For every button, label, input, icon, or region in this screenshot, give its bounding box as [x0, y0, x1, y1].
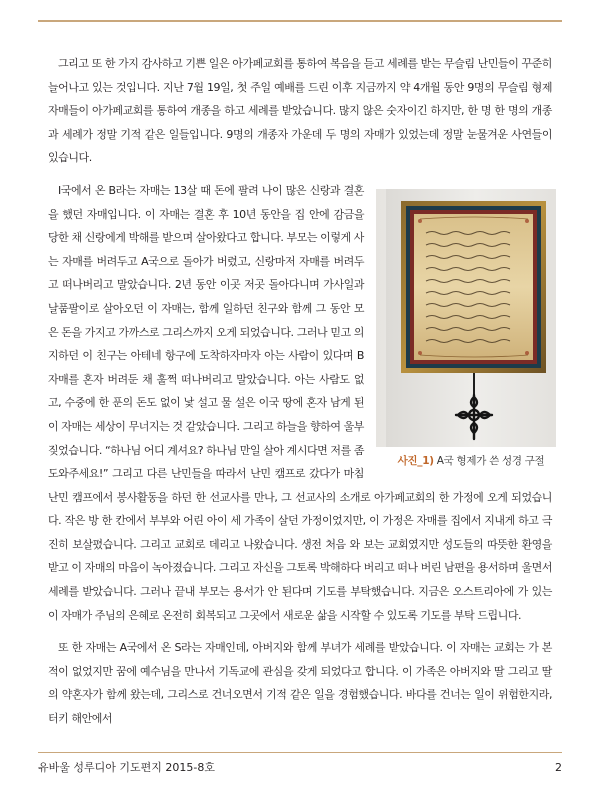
paragraph-1: 그리고 또 한 가지 감사하고 기쁜 일은 아가페교회를 통하여 복음을 듣고 세례를 받는 무슬림 난민들이 꾸준히 늘어나고 있는 것입니다. 지난 7월 19일, 첫 주일 예배를 드린 이후 지금까지 약 4개월 동안 9명의 무슬림 형제 자매들이 아가페교회를 통하여 개종을 하고 세례를 받았습니다. 많지 않은 숫자이긴 하지만, 한 명 한 명의 개종과 세례가 정말 기적 같은 일들입니다. 9명의 개종자 가운데 두 명의 자매가 있었는데 정말 눈물겨운 사연들이 있습니다. [48, 57, 552, 165]
framed-scripture-photo [376, 189, 556, 447]
top-rule [38, 20, 562, 22]
bottom-rule [38, 752, 562, 753]
footer-title: 유바울 성루디아 기도편지 2015-8호 [38, 761, 215, 774]
paragraph-2 [48, 179, 552, 627]
paragraph-3: 또 한 자매는 A국에서 온 S라는 자매인데, 아버지와 함께 부녀가 세례를 받았습니다. 이 자매는 교회는 가 본적이 없었지만 꿈에 예수님을 만나서 기독교에 관심을 갖게 되었다고 합니다. 이 가족은 아버지와 딸 그리고 딸의 약혼자가 함께 왔는데, 그리스로 건너오면서 기적 같은 일을 경험했습니다. 바다를 건너는 일이 위험한지라, 터키 해안에서 [48, 641, 552, 726]
figure-photo [376, 189, 556, 479]
page-footer [38, 760, 562, 776]
paragraph-2-text: I국에서 온 B라는 자매는 13살 때 돈에 팔려 나이 많은 신랑과 결혼을 했던 자매입니다. 이 자매는 결혼 후 10년 동안을 집 안에 감금을 당한 채 신랑에게 박해를 받으며 살아왔다고 합니다. 부모는 이렇게 사는 자매를 버려두고 A국으로 돌아가 버렸고, 신랑마저 자매를 버려두고 떠나버리고 말았습니다. 2년 동안 이곳 저곳 돌아다니며 가사일과 날품팔이로 살아오던 이 자매는, 함께 일하던 친구와 함께 그 동안 모은 돈을 가지고 가까스로 그리스까지 오게 되었습니다. 그러나 믿고 의지하던 이 친구는 아테네 항구에 도착하자마자 아는 사람이 있다며 B자매를 혼자 버려둔 채 훌쩍 떠나버리고 말았습니다. 아는 사람도 없고, 수중에 한 푼의 돈도 없이 낯 설고 물 설은 이국 땅에 혼자 남게 된 이 자매는 세상이 무너지는 것 같았습니다. 그리고 하늘을 향하여 울부짖었습니다. “하나님 어디 계셔요? 하나님 만일 살아 계시다면 저를 좀 도와주세요!” 그리고 다른 난민들을 따라서 난민 캠프로 갔다가 마침 난민 캠프에서 봉사활동을 하던 한 선교사를 만나, 그 선교사의 소개로 아가페교회의 한 가정에 오게 되었습니다. 작은 방 한 칸에서 부부와 어린 아이 세 가족이 살던 가정이었지만, 이 가정은 자매를 집에서 지내게 하고 극진히 보살폈습니다. 그리고 교회로 데리고 나왔습니다. 생전 처음 와 보는 교회였지만 성도들의 따뜻한 환영을 받고 이 자매의 마음이 녹아졌습니다. 그리고 자신을 그토록 박해하다 버리고 떠나 버린 남편을 용서하며 울면서 세례를 받았습니다. 그러나 끝내 부모는 용서가 안 된다며 기도를 부탁했습니다. 지금은 오스트리아에 가 있는 이 자매가 주님의 은혜로 온전히 회복되고 그곳에서 새로운 삶을 시작할 수 있도록 기도를 부탁 드립니다. [48, 183, 552, 622]
article-body [48, 52, 552, 731]
caption-label: 사진_1) [397, 454, 434, 467]
caption-text: A국 형제가 쓴 성경 구절 [436, 454, 545, 467]
framed-scripture-image [386, 189, 556, 447]
figure-caption [376, 454, 556, 468]
page-number: 2 [555, 761, 562, 774]
